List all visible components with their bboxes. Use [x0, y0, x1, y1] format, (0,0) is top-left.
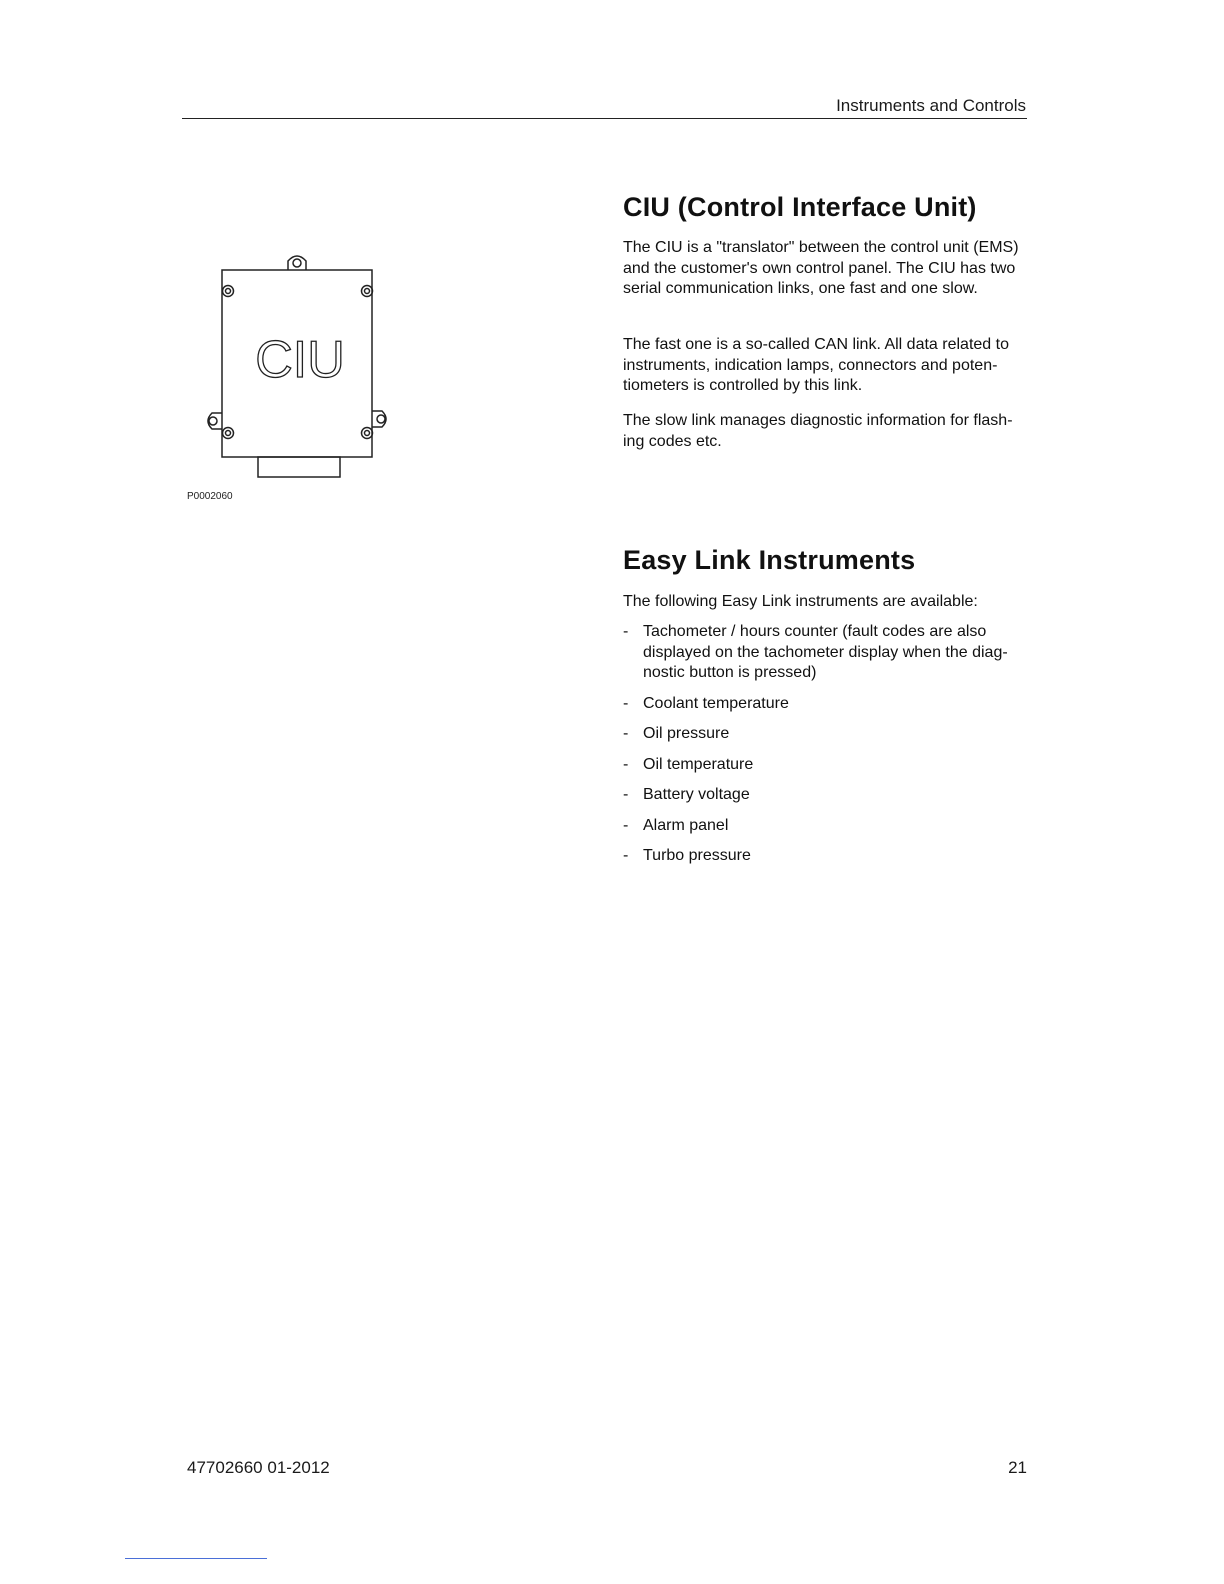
screw-icon: [362, 428, 373, 439]
screw-icon: [362, 286, 373, 297]
ciu-label: CIU: [255, 331, 345, 389]
page-number: 21: [1008, 1458, 1027, 1477]
ciu-unit-drawing: [200, 245, 400, 485]
document-number: 47702660 01-2012: [187, 1458, 330, 1477]
screw-icon: [223, 286, 234, 297]
list-item: - Tachometer / hours counter (fault codes are also displayed on the tachometer display when the diagnostic button is pressed): [623, 623, 1008, 681]
ciu-connector: [258, 457, 340, 477]
ciu-paragraph: The slow link manages diagnostic information for flashing codes etc.: [623, 412, 1013, 450]
easy-link-heading: Easy Link Instruments: [623, 545, 916, 575]
list-item: - Coolant temperature: [623, 694, 789, 712]
list-item: - Alarm panel: [623, 816, 729, 834]
ciu-illustration: [200, 245, 400, 485]
list-item: - Oil pressure: [623, 725, 730, 742]
header-rule: [182, 118, 1027, 119]
list-item: - Battery voltage: [623, 786, 750, 803]
instrument-list: [623, 622, 1028, 877]
ciu-paragraph: The fast one is a so-called CAN link. All data related to instruments, indication lamps, connectors and potentiometers is controlled by this link.: [623, 336, 1009, 394]
ciu-section: [623, 192, 1028, 223]
easy-link-intro: The following Easy Link instruments are available:: [623, 593, 978, 610]
screw-icon: [223, 428, 234, 439]
easy-link-section: [623, 545, 1028, 576]
bottom-divider: [125, 1558, 267, 1559]
ciu-paragraph: The CIU is a "translator" between the control unit (EMS) and the customer's own control panel. The CIU has two serial communication links, one fast and one slow.: [623, 239, 1019, 297]
right-mount-tab: [372, 411, 386, 427]
list-item: - Turbo pressure: [623, 847, 751, 864]
left-mount-tab: [208, 413, 222, 429]
figure-caption: P0002060: [187, 491, 233, 502]
top-mount-tab: [288, 256, 306, 270]
section-title: Instruments and Controls: [836, 96, 1026, 115]
list-item: - Oil temperature: [623, 755, 754, 773]
ciu-heading: CIU (Control Interface Unit): [623, 192, 977, 222]
